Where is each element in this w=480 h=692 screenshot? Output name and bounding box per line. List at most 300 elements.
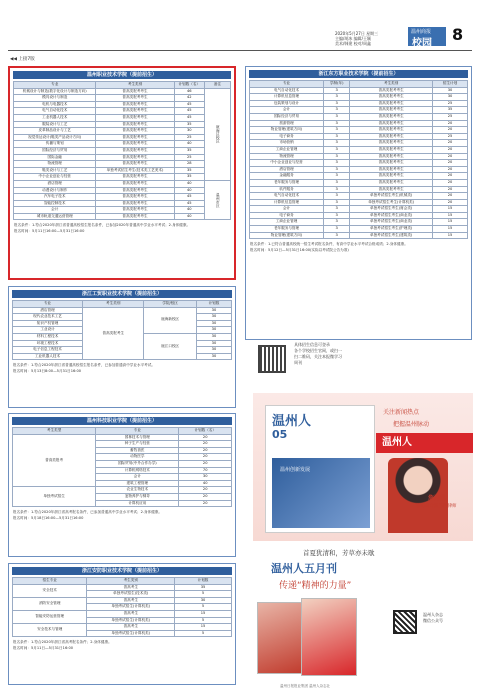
table-cell: 种子生产与经营 — [96, 441, 179, 448]
table-cell: 3 — [324, 133, 350, 140]
table-cell: 70 — [179, 467, 232, 474]
promo-covers — [257, 598, 385, 678]
column-header: 计划数 — [196, 301, 231, 308]
table-cell: 普高类报考考生 — [96, 147, 174, 154]
note-block — [14, 223, 230, 234]
page-number: 8 — [452, 25, 464, 44]
table-cell: 普高类报考考生 — [96, 95, 174, 102]
table-cell: 酒店管理 — [14, 180, 96, 187]
table-cell: 普高类报考考生 — [96, 194, 174, 201]
table-cell: 28 — [174, 161, 204, 168]
table-cell: 3 — [324, 153, 350, 160]
table-cell: 35 — [174, 147, 204, 154]
table-cell: 单独考试招生考生(财会类) — [350, 206, 433, 213]
table-cell: 金融服务 — [250, 173, 324, 180]
page-footer: 温州日报报业集团 温州人杂志社 — [280, 684, 331, 688]
table-cell: 普高类报考考生 — [350, 153, 433, 160]
table-cell: 3 — [324, 173, 350, 180]
table-cell: 单独考试招生考生(建筑类) — [350, 232, 433, 239]
table-cell: 15 — [175, 610, 232, 617]
table-cell: 旅游管理 — [250, 120, 324, 127]
qr-code-icon[interactable] — [393, 610, 417, 634]
table-row — [14, 167, 231, 174]
table-row — [14, 134, 231, 141]
table-cell: 普高类报考 — [13, 434, 96, 487]
table-row — [14, 194, 231, 201]
table-cell: 包装策划与设计 — [250, 100, 324, 107]
table-cell: 15 — [433, 212, 468, 219]
table-cell: 普高类报考考生 — [96, 187, 174, 194]
table-row — [13, 597, 232, 604]
table-cell: 20 — [433, 193, 468, 200]
table-cell: 3 — [324, 113, 350, 120]
table-row — [250, 199, 468, 206]
qr-caption-line: 扫二维码，关注本报微学习 — [294, 354, 342, 359]
column-header: 专业 — [96, 428, 179, 435]
design-line: 美术/韩建 校对/周鑫 — [335, 41, 371, 46]
table-cell: 30 — [179, 474, 232, 481]
table-cell: 3 — [324, 232, 350, 239]
table-cell: 3 — [324, 140, 350, 147]
table-cell: 普高类报考考生 — [96, 134, 174, 141]
note-text: 报名条件：1.符合2020年浙江省普通高校招生报名条件，已参加普通高中学业水平考试。 — [13, 363, 155, 368]
table-cell: 单独考试招生(计算机类) — [87, 630, 175, 637]
table-cell: 3 — [324, 87, 350, 94]
table-cell: 40 — [174, 213, 204, 220]
cover-issue: 05 — [272, 428, 288, 441]
note-block — [250, 242, 467, 253]
table-row — [14, 174, 231, 181]
table-header — [250, 81, 468, 88]
column-header: 考生类别 — [350, 81, 433, 88]
magazine-ad[interactable] — [253, 393, 473, 541]
table-cell: 计算机信息管理 — [250, 94, 324, 101]
table-row — [14, 187, 231, 194]
table-row — [250, 226, 468, 233]
table-cell: 普高类报考考生 — [350, 140, 433, 147]
table-cell: 温州市区 — [204, 180, 230, 220]
table-cell: 35 — [175, 584, 232, 591]
table-cell: 普高类报考考生 — [96, 161, 174, 168]
table-cell: 工业机器人技术 — [13, 353, 83, 360]
column-header: 考生类型 — [13, 428, 96, 435]
table-cell: 20 — [179, 447, 232, 454]
table-cell: 45 — [174, 101, 204, 108]
column-header: 考生类别 — [96, 82, 174, 89]
table-cell: 宠物养护与驯导 — [96, 493, 179, 500]
column-header: 考生类别 — [83, 301, 144, 308]
table-cell: 15 — [175, 624, 232, 631]
note-text: 报名条件：1.符合2020年浙江省普通高校招生报名条件，已参加2020年普通高中学业水平考试；2.身体健康。 — [14, 223, 191, 228]
table-row — [250, 113, 468, 120]
table-cell: 40 — [174, 180, 204, 187]
table-cell: 普高类报考考生 — [96, 174, 174, 181]
table-cell: 汽车电子技术 — [14, 194, 96, 201]
table-cell: 老年服务与管理 — [250, 179, 324, 186]
table-cell: 30 — [196, 320, 231, 327]
table-cell: 会计 — [14, 207, 96, 214]
table-cell: 电气自动化技术 — [250, 87, 324, 94]
table-cell: 皮革制品设计与工艺 — [14, 128, 96, 135]
table-cell: 物业管理(建筑方向) — [250, 127, 324, 134]
table-cell: 42 — [174, 95, 204, 102]
table-cell: 普高类报考考生 — [96, 180, 174, 187]
table-cell: 单独考试招生考生(商业类) — [350, 212, 433, 219]
qr-caption-line: 微信公众号 — [423, 618, 443, 623]
table-row — [250, 179, 468, 186]
promo-slogan: 传递“精神的力量” — [279, 581, 352, 591]
column-header: 专业 — [250, 81, 324, 88]
table-cell: 35 — [174, 167, 204, 174]
table-cell: 智能安防运营管理 — [13, 610, 87, 623]
table-cell: 30 — [196, 353, 231, 360]
table-cell: 软件服务 — [250, 186, 324, 193]
panel-wzst — [8, 413, 236, 557]
table-cell: 工商企业管理 — [250, 219, 324, 226]
table-cell: 计算机应用 — [96, 500, 179, 507]
table-cell: 3 — [324, 226, 350, 233]
table-row — [14, 114, 231, 121]
table-cell: 电气自动化技术 — [250, 193, 324, 200]
table-cell: 酒店管理 — [250, 166, 324, 173]
table-cell: 国际金融 — [14, 154, 96, 161]
table-row — [14, 180, 231, 187]
table-cell: 30 — [196, 307, 231, 314]
table-cell: 20 — [433, 153, 468, 160]
table-row — [250, 219, 468, 226]
issue-promo[interactable] — [253, 546, 473, 686]
table-cell: 普高类报考考生 — [96, 114, 174, 121]
table-cell: 30 — [174, 128, 204, 135]
magazine-cover — [265, 405, 375, 533]
table-cell: 城市轨道交通运营管理 — [14, 213, 96, 220]
table-header — [13, 301, 232, 308]
cover-brand: 温州人 — [272, 414, 312, 429]
table-cell: 园林技术与管理 — [96, 434, 179, 441]
cover-image — [301, 598, 357, 676]
table-cell: 35 — [174, 174, 204, 181]
table-cell: 40 — [174, 187, 204, 194]
table-cell: 15 — [433, 206, 468, 213]
column-header: 招生专业 — [13, 578, 87, 585]
table-cell: 普高类报考考生 — [350, 186, 433, 193]
table-cell: 3 — [324, 206, 350, 213]
table-cell: 25 — [174, 134, 204, 141]
note-text: 报名条件：1.已符合普通高校统一招生考试报名条件，有高中学业水平考试合格成绩；2.身体健康。 — [250, 242, 408, 247]
panel-title: 温州科技职业学院（提前招生） — [12, 417, 232, 425]
table-cell: 20 — [179, 500, 232, 507]
table-cell: 材料工程技术 — [13, 333, 83, 340]
table-cell: 视觉传达设计(鞋类产品设计方向) — [14, 134, 96, 141]
table-cell: 20 — [179, 454, 232, 461]
table-cell: 工商企业管理 — [250, 146, 324, 153]
table-cell: 物流管理 — [14, 161, 96, 168]
table-cell: 20 — [433, 146, 468, 153]
note-text: 报名条件：1.符合2020年浙江省高考报名条件，已参加普通高中学业水平考试；2.身体健康。 — [13, 510, 162, 515]
admission-table — [12, 300, 232, 360]
table-row — [250, 127, 468, 134]
table-cell: 普高类报考考生 — [96, 207, 174, 214]
table-cell: 单独考试招生(计算机类) — [87, 604, 175, 611]
column-header: 计划数（名） — [174, 82, 204, 89]
section-badge — [408, 27, 446, 49]
table-row — [14, 101, 231, 108]
table-cell: 普高类报考考生 — [350, 160, 433, 167]
ad-subheadline: 把握温州脉动 — [393, 421, 430, 428]
table-cell: 安全技术 — [13, 584, 87, 597]
note-text: 报名条件：1.符合2020年浙江省高考报名条件；2.身体健康。 — [13, 640, 112, 645]
table-cell: 25 — [174, 154, 204, 161]
table-cell: 20 — [433, 120, 468, 127]
table-cell: 中小企业创业与经营 — [250, 160, 324, 167]
column-header: 专业 — [14, 82, 96, 89]
table-cell: 46 — [174, 88, 204, 95]
table-cell: 3 — [324, 179, 350, 186]
table-cell: 知识产权管理 — [13, 320, 83, 327]
table-cell: 35 — [433, 107, 468, 114]
table-cell: 20 — [433, 140, 468, 147]
table-cell: 畜牧兽医 — [96, 447, 179, 454]
table-row — [250, 206, 468, 213]
table-cell: 机械设计与制造(数字化设计与制造方向) — [14, 88, 96, 95]
table-row — [13, 307, 232, 314]
table-cell: 5 — [175, 630, 232, 637]
column-header: 专业 — [13, 301, 83, 308]
table-cell: 20 — [179, 441, 232, 448]
table-cell: 普高考生 — [87, 610, 175, 617]
table-row — [250, 166, 468, 173]
table-cell: 电气自动化技术 — [14, 108, 96, 115]
table-cell: 市场营销 — [250, 140, 324, 147]
table-row — [250, 173, 468, 180]
ad-headline: 关注新闻热点 — [383, 409, 420, 416]
table-cell: 30 — [196, 347, 231, 354]
table-cell: 30 — [196, 340, 231, 347]
table-row — [13, 624, 232, 631]
person-name: 詹海霞 — [428, 495, 447, 502]
table-cell: 普高类报考考生 — [96, 88, 174, 95]
person-caption: 做有社会担当的律师 — [416, 504, 457, 509]
table-cell: 单独考试招生(技术类) — [87, 591, 175, 598]
note-time: 报名时间：5月13日8:00—5月31日16:00 — [13, 368, 82, 373]
column-header: 学制(年) — [324, 81, 350, 88]
table-row — [250, 160, 468, 167]
table-cell: 20 — [179, 434, 232, 441]
table-cell: 计算机网络技术 — [96, 467, 179, 474]
table-cell: 单独考试招生考生(计算机类) — [350, 199, 433, 206]
cover-hero-text: 温州创新发展 — [280, 467, 311, 473]
issue-info — [335, 31, 378, 46]
qr-caption-line: 具体招生信息可登录 — [294, 342, 330, 347]
table-cell: 普高类报考考生 — [350, 120, 433, 127]
table-cell: 建筑工程管理 — [96, 480, 179, 487]
table-row — [14, 200, 231, 207]
table-cell: 20 — [433, 166, 468, 173]
table-cell: 国际经济与贸易 — [250, 113, 324, 120]
table-cell: 普高类报考考生 — [96, 141, 174, 148]
table-row — [250, 212, 468, 219]
column-header: 学院/校区 — [144, 301, 197, 308]
table-cell: 普高类报考考生 — [96, 108, 174, 115]
table-cell: 35 — [174, 121, 204, 128]
table-row — [250, 140, 468, 147]
table-cell: 瓯海区校区 — [204, 88, 230, 180]
table-cell: 45 — [174, 200, 204, 207]
panel-title: 温州职业技术学院（提前招生） — [13, 71, 231, 79]
table-cell: 国际经济与贸易 — [14, 147, 96, 154]
table-cell: 安全技术与管理 — [13, 624, 87, 637]
table-cell: 30 — [433, 87, 468, 94]
table-row — [13, 610, 232, 617]
table-cell: 25 — [433, 133, 468, 140]
table-row — [14, 213, 231, 220]
table-row — [14, 121, 231, 128]
table-cell: 普高类报考考生 — [350, 107, 433, 114]
table-row — [14, 207, 231, 214]
table-cell: 普高类报考考生 — [96, 101, 174, 108]
table-cell: 普高考生 — [87, 584, 175, 591]
table-row — [13, 487, 232, 494]
table-row — [250, 146, 468, 153]
table-cell: 单独考试招生考生(机械类) — [350, 193, 433, 200]
table-cell: 普高类报考考生 — [96, 213, 174, 220]
qr-caption — [423, 612, 443, 624]
table-cell: 3 — [324, 127, 350, 134]
table-cell: 20 — [179, 487, 232, 494]
column-header: 招生计划 — [433, 81, 468, 88]
table-cell: 服装设计与工艺 — [14, 121, 96, 128]
table-cell: 普高类报考考生 — [350, 94, 433, 101]
table-row — [250, 107, 468, 114]
table-row — [250, 94, 468, 101]
table-row — [14, 154, 231, 161]
note-time: 报名时间：5月12日—5月31日16:00(实际以考试院公告为准) — [250, 247, 349, 252]
table-cell: 电子信息工程技术 — [13, 347, 83, 354]
table-cell: 3 — [324, 94, 350, 101]
promo-tagline: 首夏犹清和，芳草亦未歇 — [303, 549, 375, 557]
table-row — [13, 434, 232, 441]
table-cell: 30 — [175, 597, 232, 604]
admission-table — [249, 80, 468, 239]
table-cell: 传播与策划 — [14, 141, 96, 148]
note-block — [13, 510, 231, 521]
table-cell: 会计 — [250, 206, 324, 213]
panel-title: 浙江东方职业技术学院（提前招生） — [249, 70, 468, 78]
table-cell: 15 — [433, 226, 468, 233]
table-cell: 40 — [179, 480, 232, 487]
panel-title: 浙江安防职业技术学院（提前招生） — [12, 567, 232, 575]
table-cell: 物流管理 — [250, 153, 324, 160]
qr-caption-line: 各个学校招生官网，或扫一 — [294, 348, 342, 353]
table-cell: 20 — [433, 199, 468, 206]
table-cell: 单独考试招生考生(护理类) — [350, 226, 433, 233]
column-header: 计划数（名） — [179, 428, 232, 435]
table-cell: 鞋类设计与工艺 — [14, 167, 96, 174]
table-row — [250, 120, 468, 127]
table-cell: 20 — [433, 127, 468, 134]
table-cell: 5 — [175, 617, 232, 624]
table-cell: 3 — [324, 219, 350, 226]
table-cell: 会计 — [96, 474, 179, 481]
column-header: 备注 — [204, 82, 230, 89]
table-cell: 普高类报考考生 — [96, 154, 174, 161]
table-cell: 20 — [433, 173, 468, 180]
masthead-rule — [8, 50, 472, 51]
table-cell: 15 — [433, 219, 468, 226]
table-cell: 25 — [433, 100, 468, 107]
table-cell: 单独考试招生 — [13, 487, 96, 507]
table-row — [14, 147, 231, 154]
table-cell: 45 — [174, 194, 204, 201]
section-name: 校园 — [412, 38, 432, 49]
table-cell: 物业管理(建筑方向) — [250, 232, 324, 239]
panel-zjest — [245, 66, 472, 340]
table-cell: 普高考生 — [87, 624, 175, 631]
table-cell: 智能控制技术 — [14, 200, 96, 207]
table-cell: 5 — [175, 604, 232, 611]
date-line: 2020年5月27日 星期三 — [335, 31, 379, 36]
table-cell: 20 — [179, 493, 232, 500]
continue-label: ◀◀ 上接7版 — [10, 57, 35, 62]
table-cell: 普高类报考考生 — [350, 113, 433, 120]
table-cell: 会计 — [250, 107, 324, 114]
table-cell: 动物医学 — [96, 454, 179, 461]
table-row — [250, 186, 468, 193]
table-cell: 普高类报考考生 — [96, 200, 174, 207]
table-cell: 计算机信息管理 — [250, 199, 324, 206]
paper-name: 温州商报 — [411, 29, 432, 35]
table-cell: 30 — [196, 314, 231, 321]
table-cell: 动漫设计与制作 — [14, 187, 96, 194]
table-header — [14, 82, 231, 89]
table-cell: 普高类报考考生 — [350, 146, 433, 153]
qr-code-icon[interactable] — [258, 345, 286, 373]
table-cell: 普高类报考生 — [83, 307, 144, 360]
table-cell: 25 — [433, 113, 468, 120]
table-row — [250, 133, 468, 140]
table-cell: 3 — [324, 166, 350, 173]
admission-table — [13, 81, 231, 220]
table-cell: 普高类报考考生 — [350, 173, 433, 180]
table-cell: 瓯海新校区 — [144, 307, 197, 333]
table-cell: 20 — [433, 179, 468, 186]
admission-table — [12, 427, 232, 507]
table-row — [14, 108, 231, 115]
table-cell: 20 — [179, 460, 232, 467]
ad-banner: 温州人 — [376, 433, 473, 453]
table-cell: 30 — [196, 333, 231, 340]
table-cell: 中小企业创业与经营 — [14, 174, 96, 181]
table-cell: 40 — [174, 207, 204, 214]
table-row — [250, 153, 468, 160]
table-row — [14, 141, 231, 148]
note-block — [13, 363, 231, 374]
table-cell: 电子商务 — [250, 133, 324, 140]
table-cell: 3 — [324, 212, 350, 219]
table-cell: 普高类报考考生 — [96, 121, 174, 128]
table-cell: 农业生物技术 — [96, 487, 179, 494]
table-header — [13, 428, 232, 435]
table-cell: 消防安全管理 — [13, 597, 87, 610]
table-row — [250, 232, 468, 239]
table-row — [250, 193, 468, 200]
table-row — [14, 88, 231, 95]
table-cell: 3 — [324, 120, 350, 127]
table-cell: 20 — [433, 186, 468, 193]
table-cell: 普高类报考考生 — [350, 166, 433, 173]
table-cell: 3 — [324, 186, 350, 193]
table-row — [250, 100, 468, 107]
